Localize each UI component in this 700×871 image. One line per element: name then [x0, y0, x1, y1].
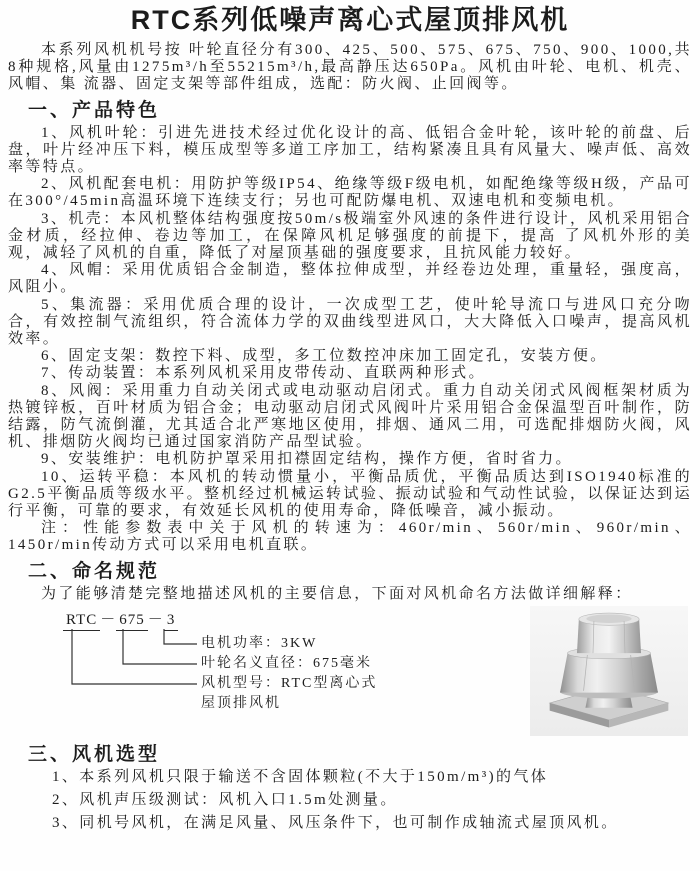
selection-item-3: 3、同机号风机，在满足风量、风压条件下，也可制作成轴流式屋顶风机。	[52, 814, 619, 831]
naming-diagram-row	[8, 606, 692, 738]
section-heading-naming: 二、命名规范	[28, 560, 161, 582]
feature-item-8: 8、风阀：采用重力自动关闭式或电动驱动启闭式。重力自动关闭式风阀框架材质为热镀锌板，百叶材质为铝合金；电动驱动启闭式风阀叶片采用铝合金保温型百叶制作，防结露，防气流倒灌，尤其适合北严寒地区使用，排烟、通风二用，可选配排烟防火阀，风机、排烟防火阀均已通过国家消防产品型试验。	[8, 382, 692, 451]
model-code-prefix: RTC	[63, 612, 100, 631]
feature-item-4: 4、风帽：采用优质铝合金制造，整体拉伸成型，并经卷边处理，重量轻，强度高，风阻小。	[8, 262, 692, 296]
label-fan-model-line1: 风机型号：RTC型离心式	[201, 675, 378, 691]
label-fan-model-line2: 屋顶排风机	[201, 695, 281, 711]
selection-item-1: 1、本系列风机只限于输送不含固体颗粒(不大于150m/m³)的气体	[52, 768, 549, 785]
feature-item-7: 7、传动装置：本系列风机采用皮带传动、直联两种形式。	[41, 365, 486, 382]
fan-body	[560, 647, 658, 698]
fan-cap	[577, 613, 641, 653]
roof-fan-photo	[530, 606, 688, 736]
section-heading-selection: 三、风机选型	[28, 743, 161, 765]
roof-fan-illustration	[530, 606, 688, 736]
intro-paragraph: 本系列风机机号按 叶轮直径分有300、425、500、575、675、750、900、1000,共8种规格,风量由1275m³/h至55215m³/h,最高静压达650Pa。风机由叶轮、电机、机壳、风帽、集 流器、固定支架等部件组成，选配：防火阀、止回阀等。	[8, 42, 692, 93]
model-code-dash: －	[147, 611, 164, 628]
diagram-connector-lines	[63, 608, 443, 736]
model-code-diameter: 675	[116, 612, 148, 631]
section-heading-features: 一、产品特色	[28, 99, 161, 121]
model-code-diagram	[63, 608, 443, 736]
page-title: RTC系列低噪声离心式屋顶排风机	[130, 5, 570, 35]
label-motor-power: 电机功率：3KW	[201, 635, 318, 651]
feature-item-2: 2、风机配套电机：用防护等级IP54、绝缘等级F级电机，如配绝缘等级H级，产品可在300°/45min高温环境下连续支行；另也可配防爆电机、双速电机和变频电机。	[8, 176, 692, 210]
feature-item-9: 9、安装维护：电机防护罩采用扣襟固定结构，操作方便，省时省力。	[41, 451, 573, 468]
feature-item-5: 5、集流器：采用优质合理的设计，一次成型工艺，使叶轮导流口与进风口充分吻合，有效控制气流组织，符合流体力学的双曲线型进风口，大大降低入口噪声，提高风机效率。	[8, 296, 692, 348]
naming-intro: 为了能够清楚完整地描述风机的主要信息，下面对风机命名方法做详细解释：	[41, 585, 633, 602]
model-code-power: 3	[164, 612, 179, 631]
feature-item-3: 3、机壳：本风机整体结构强度按50m/s极端室外风速的条件进行设计，风机采用铝合金材质，经拉伸、卷边等加工，在保障风机足够强度的前提下，提高 了风机外形的美观，减轻了风机的自重，降低了对屋顶基础的强度要求，且抗风能力较好。	[8, 210, 692, 262]
features-note: 注：性能参数表中关于风机的转速为：460r/min、560r/min、960r/min、1450r/min传动方式可以采用电机直联。	[8, 520, 692, 554]
feature-item-1: 1、风机叶轮：引进先进技术经过优化设计的高、低铝合金叶轮，该叶轮的前盘、后盘，叶片经冲压下料，模压成型等多道工序加工，结构紧凑且具有风量大、噪声低、高效率等特点。	[8, 124, 692, 176]
feature-item-10: 10、运转平稳：本风机的转动惯量小，平衡品质优，平衡品质达到ISO1940标准的G2.5平衡品质等级水平。整机经过机械运转试验、振动试验和气动性试验，以保证达到运行平衡，可靠的要求，有效延长风机的使用寿命，降低噪音，减小振动。	[8, 468, 692, 520]
model-code-dash: －	[100, 611, 117, 628]
selection-item-2: 2、风机声压级测试：风机入口1.5m处测量。	[52, 791, 398, 808]
feature-item-6: 6、固定支架：数控下料、成型，多工位数控冲床加工固定孔，安装方便。	[41, 348, 608, 365]
label-impeller-diameter: 叶轮名义直径：675毫米	[201, 655, 372, 671]
